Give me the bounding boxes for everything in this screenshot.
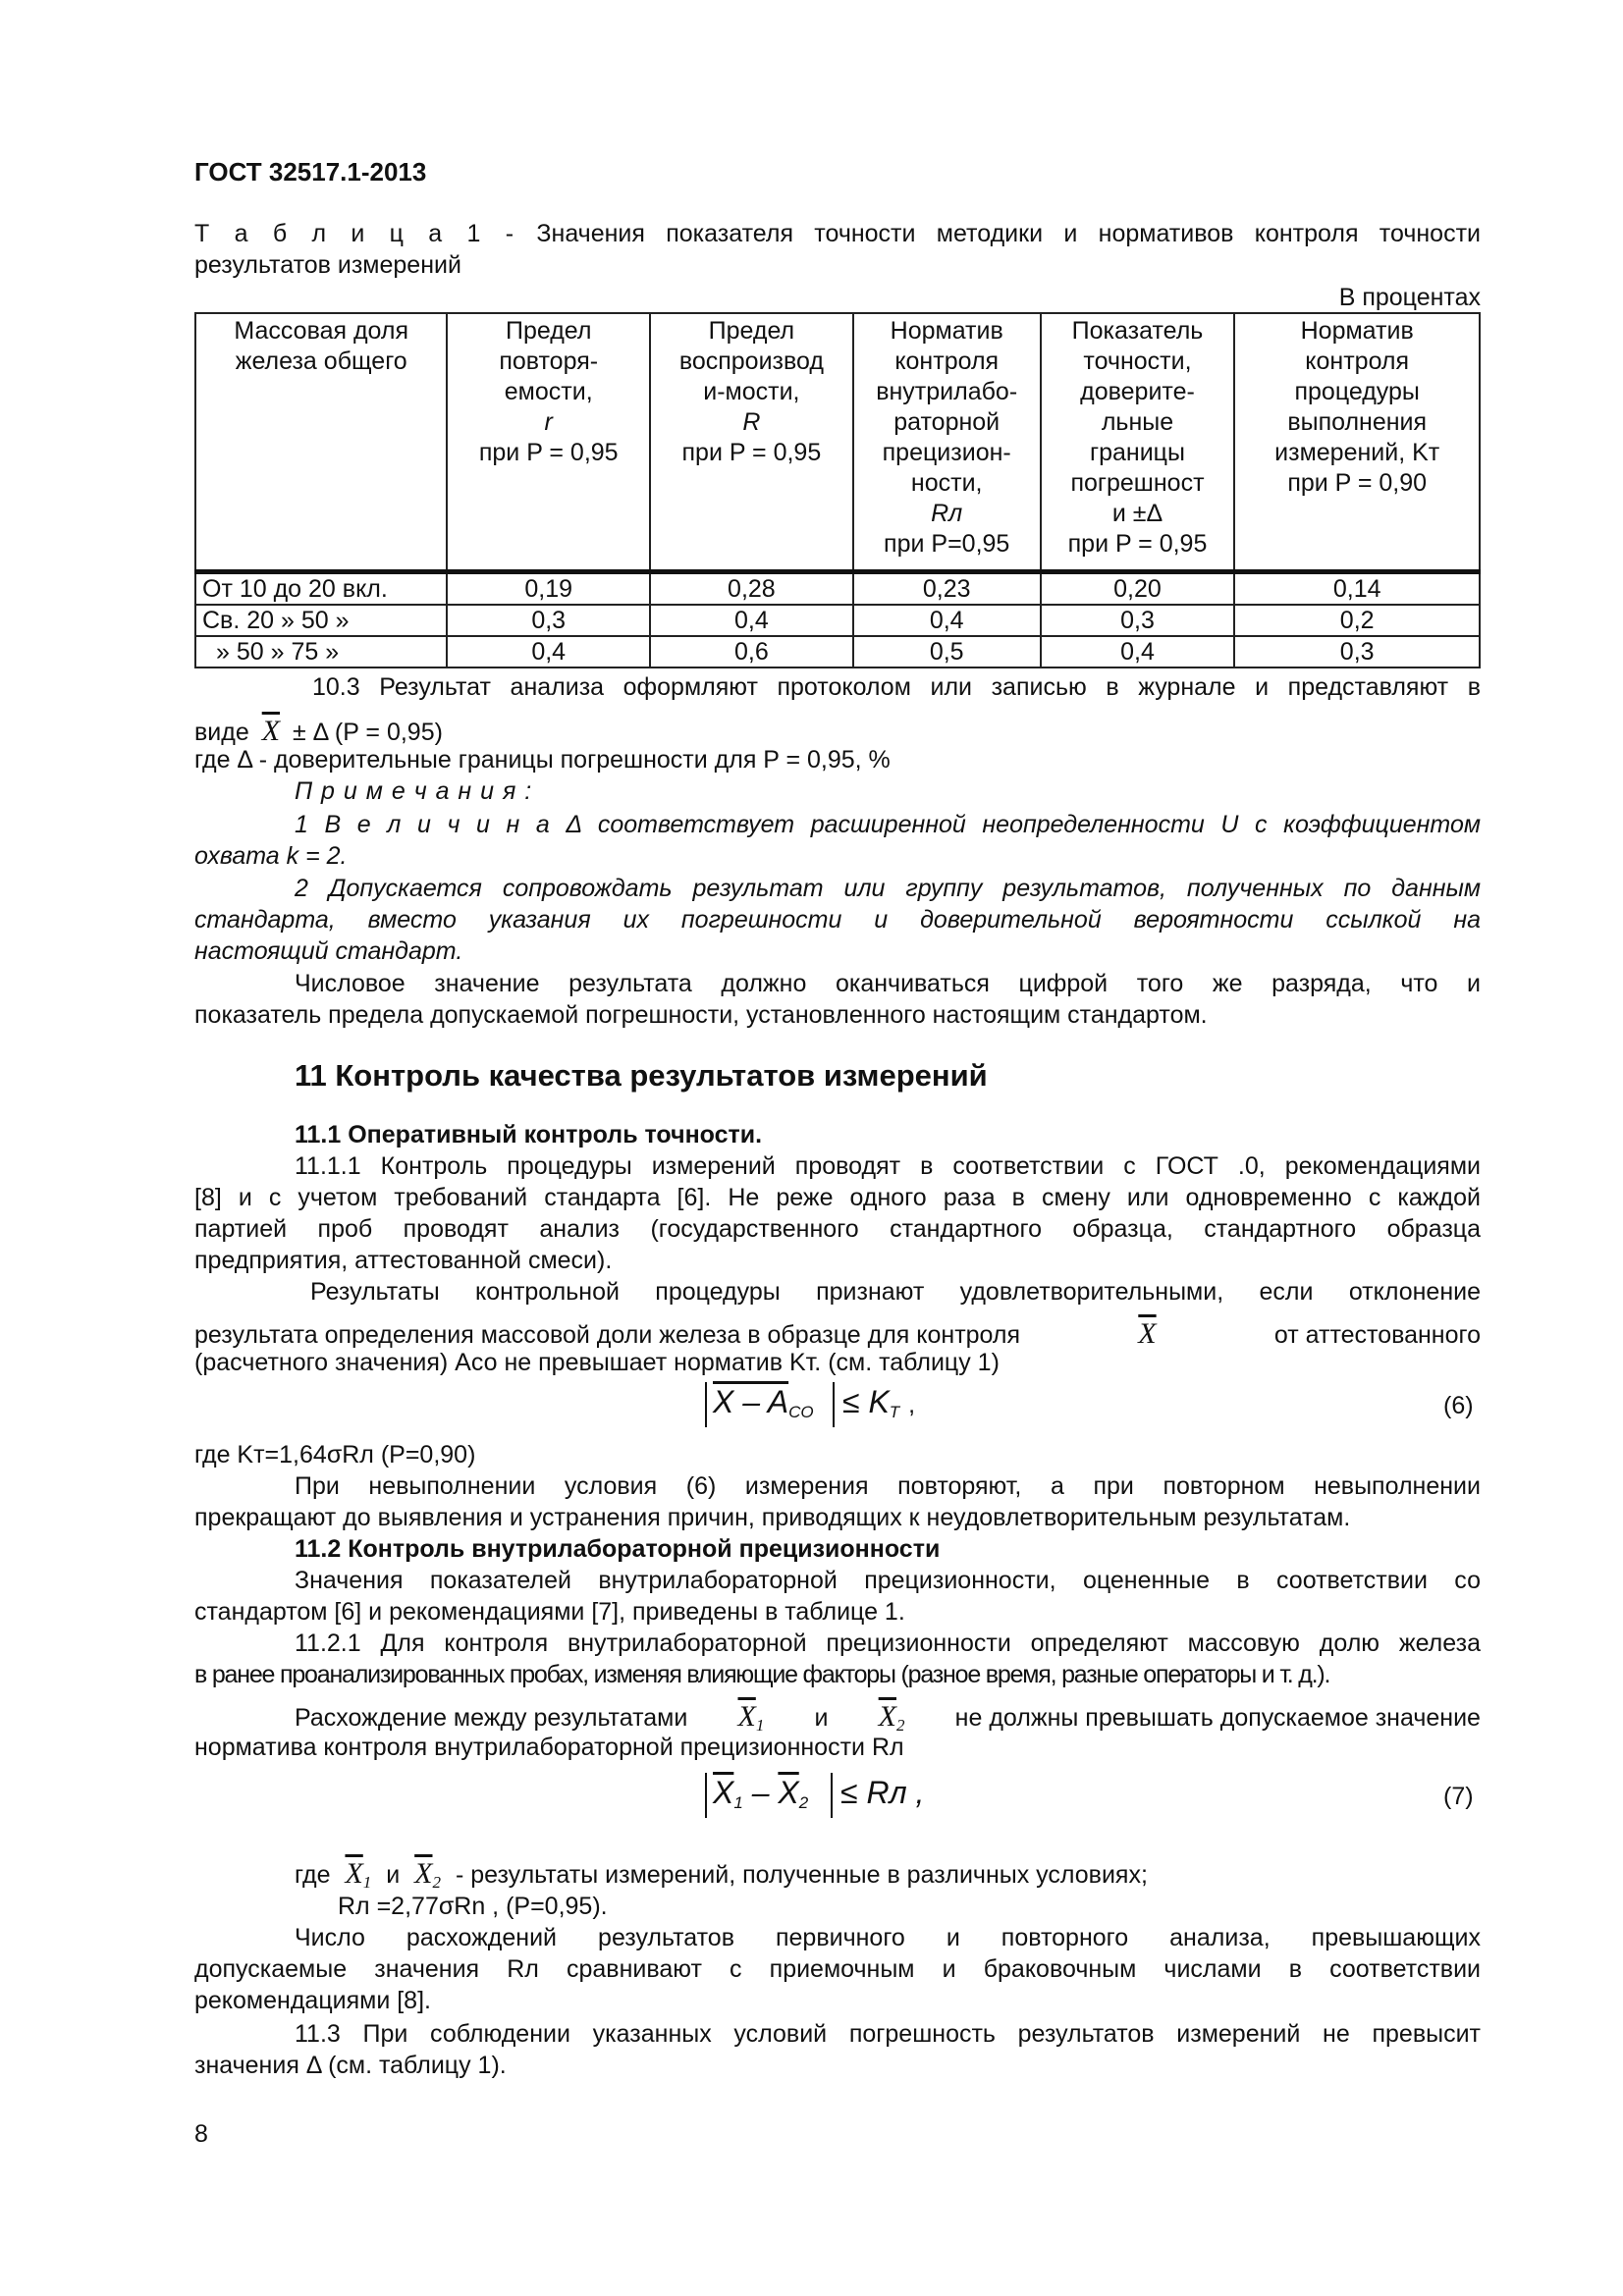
abs-bar-right [833, 1382, 835, 1427]
s10-3-line3: где Δ - доверительные границы погрешности для P = 0,95, % [194, 746, 891, 774]
rl-definition: Rл =2,77σRn , (P=0,95). [338, 1893, 608, 1920]
table-cell: 0,3 [1234, 636, 1480, 667]
document-code: ГОСТ 32517.1-2013 [194, 157, 427, 187]
s10-3-line2: виде $\overline{X} \pm \Delta$ (P = 0,95) [194, 715, 443, 747]
numeric-value-line2: показатель предела допускаемой погрешности, установленного настоящим стандартом. [194, 1001, 1208, 1029]
p-11-2-1-line2: в ранее проанализированных пробах, изменяя влияющие факторы (разное время, разные операторы и т. д.). [194, 1661, 1330, 1688]
header-cell-repeatability: Предел повторя- емости, r при P = 0,95 [447, 313, 650, 572]
section-11-1-title: 11.1 Оперативный контроль точности. [295, 1121, 763, 1148]
precision-table [194, 312, 1481, 668]
numeric-value-line1: Числовое значение результата должно оканчиваться цифрой того же разряда, что и [295, 970, 1481, 997]
p-11-2-1-line1: 11.2.1 Для контроля внутрилабораторной прецизионности определяют массовую долю железа [295, 1629, 1481, 1657]
header-cell-mass-fraction: Массовая доля железа общего [195, 313, 447, 572]
p-11-3-line2: значения Δ (см. таблицу 1). [194, 2052, 507, 2079]
table-cell: 0,5 [853, 636, 1041, 667]
note-2-line2: стандарта, вместо указания их погрешности и доверительной вероятности ссылкой на [194, 906, 1481, 934]
p-results-line2: результата определения массовой доли железа в образце для контроля $\overline{X}$ от аттестованного [194, 1317, 1481, 1350]
note-1-line1: 1 В е л и ч и н а Δ соответствует расширенной неопределенности U с коэффициентом [295, 811, 1481, 838]
header-cell-intralab-precision: Норматив контроля внутрилабо- раторной прецизион- ности, Rл при P=0,95 [853, 313, 1041, 572]
table-cell: 0,23 [853, 572, 1041, 606]
note-2-line3: настоящий стандарт. [194, 937, 463, 965]
table-cell: От 10 до 20 вкл. [195, 572, 447, 606]
header-cell-procedure-control: Норматив контроля процедуры выполнения измерений, Kт при P = 0,90 [1234, 313, 1480, 572]
table-row [195, 636, 1480, 667]
equation-7: $\overline{X}_1 - \overline{X}_2$ [713, 1775, 809, 1812]
p-results-line1: Результаты контрольной процедуры признают удовлетворительными, если отклонение [310, 1278, 1481, 1306]
table-cell: » 50 » 75 » [195, 636, 447, 667]
table-cell: 0,4 [1041, 636, 1235, 667]
where-x1-x2: где $\overline{X}_1$ и $\overline{X}_2$ - результаты измерений, полученные в различных условиях; [295, 1857, 1148, 1892]
kt-definition: где Kт=1,64σRл (P=0,90) [194, 1441, 476, 1468]
table-cell: 0,4 [650, 605, 853, 636]
abs-bar-left [705, 1382, 707, 1427]
section-11-title: 11 Контроль качества результатов измерений [295, 1058, 988, 1093]
equation-6-number: (6) [1443, 1392, 1474, 1419]
p-divergence-line2: норматива контроля внутрилабораторной прецизионности Rл [194, 1734, 904, 1761]
table-caption-text: Значения показателя точности методики и нормативов контроля точности [536, 220, 1481, 247]
p-discrepancies-line3: рекомендациями [8]. [194, 1987, 431, 2014]
note-1-line2: охвата k = 2. [194, 842, 348, 870]
p-11-1-1-line4: предприятия, аттестованной смеси). [194, 1247, 613, 1274]
p-11-1-1-line2: [8] и с учетом требований стандарта [6]. Не реже одного раза в смену или одновременно с каждой [194, 1184, 1481, 1211]
table-cell: 0,3 [1041, 605, 1235, 636]
p-11-1-1-line1: 11.1.1 Контроль процедуры измерений проводят в соответствии с ГОСТ .0, рекомендациями [295, 1152, 1481, 1180]
equation-6: X – $A_{CO}$ [713, 1384, 814, 1421]
section-11-2-title: 11.2 Контроль внутрилабораторной прецизионности [295, 1535, 941, 1563]
s10-3-line1: 10.3 Результат анализа оформляют протоколом или записью в журнале и представляют в [312, 673, 1481, 701]
table-cell: Св. 20 » 50 » [195, 605, 447, 636]
table-units: В процентах [1338, 284, 1481, 311]
p-11-3-line1: 11.3 При соблюдении указанных условий погрешность результатов измерений не превысит [295, 2020, 1481, 2048]
equation-7-rhs: ≤ Rл , [840, 1775, 925, 1810]
table-cell: 0,28 [650, 572, 853, 606]
p-11-2-line2: стандартом [6] и рекомендациями [7], приведены в таблице 1. [194, 1598, 905, 1626]
table-caption-continued: результатов измерений [194, 251, 461, 279]
table-cell: 0,19 [447, 572, 650, 606]
table-cell: 0,3 [447, 605, 650, 636]
equation-6-rhs: ≤ $K_T$ , [842, 1384, 916, 1421]
table-header-row [195, 313, 1480, 572]
x-bar-symbol: $\overline{X}$ [261, 715, 281, 747]
header-cell-accuracy: Показатель точности, доверите- льные границы погрешност и ±Δ при P = 0,95 [1041, 313, 1235, 572]
table-cell: 0,6 [650, 636, 853, 667]
p-failure-line1: При невыполнении условия (6) измерения повторяют, а при повторном невыполнении [295, 1472, 1481, 1500]
p-divergence-line1: Расхождение между результатами $\overline{X}_1$ и $\overline{X}_2$ не должны превышать допускаемое значение [295, 1700, 1481, 1735]
abs-bar-right [831, 1773, 833, 1818]
table-cell: 0,20 [1041, 572, 1235, 606]
abs-bar-left [705, 1773, 707, 1818]
p-discrepancies-line2: допускаемые значения Rл сравнивают с приемочным и браковочным числами в соответствии [194, 1955, 1481, 1983]
table-row [195, 605, 1480, 636]
p-failure-line2: прекращают до выявления и устранения причин, приводящих к неудовлетворительным результатам. [194, 1504, 1351, 1531]
x-bar-symbol: $\overline{X}$ [1138, 1317, 1157, 1350]
p-discrepancies-line1: Число расхождений результатов первичного и повторного анализа, превышающих [295, 1924, 1481, 1951]
p-results-line3: (расчетного значения) Aсо не превышает норматив Kт. (см. таблицу 1) [194, 1349, 1000, 1376]
equation-7-number: (7) [1443, 1783, 1474, 1810]
header-cell-reproducibility: Предел воспроизвод и-мости, R при P = 0,95 [650, 313, 853, 572]
page-number: 8 [194, 2120, 208, 2148]
notes-label: П р и м е ч а н и я : [295, 777, 533, 805]
table-cell: 0,4 [853, 605, 1041, 636]
p-11-2-line1: Значения показателей внутрилабораторной прецизионности, оцененные в соответствии со [295, 1567, 1481, 1594]
note-2-line1: 2 Допускается сопровождать результат или группу результатов, полученных по данным [295, 875, 1481, 902]
table-cell: 0,4 [447, 636, 650, 667]
table-caption-label: Т а б л и ц а 1 - [194, 220, 516, 247]
p-11-1-1-line3: партией проб проводят анализ (государственного стандартного образца, стандартного образца [194, 1215, 1481, 1243]
table-cell: 0,14 [1234, 572, 1480, 606]
table-row [195, 572, 1480, 606]
table-cell: 0,2 [1234, 605, 1480, 636]
table-caption [194, 220, 1481, 248]
